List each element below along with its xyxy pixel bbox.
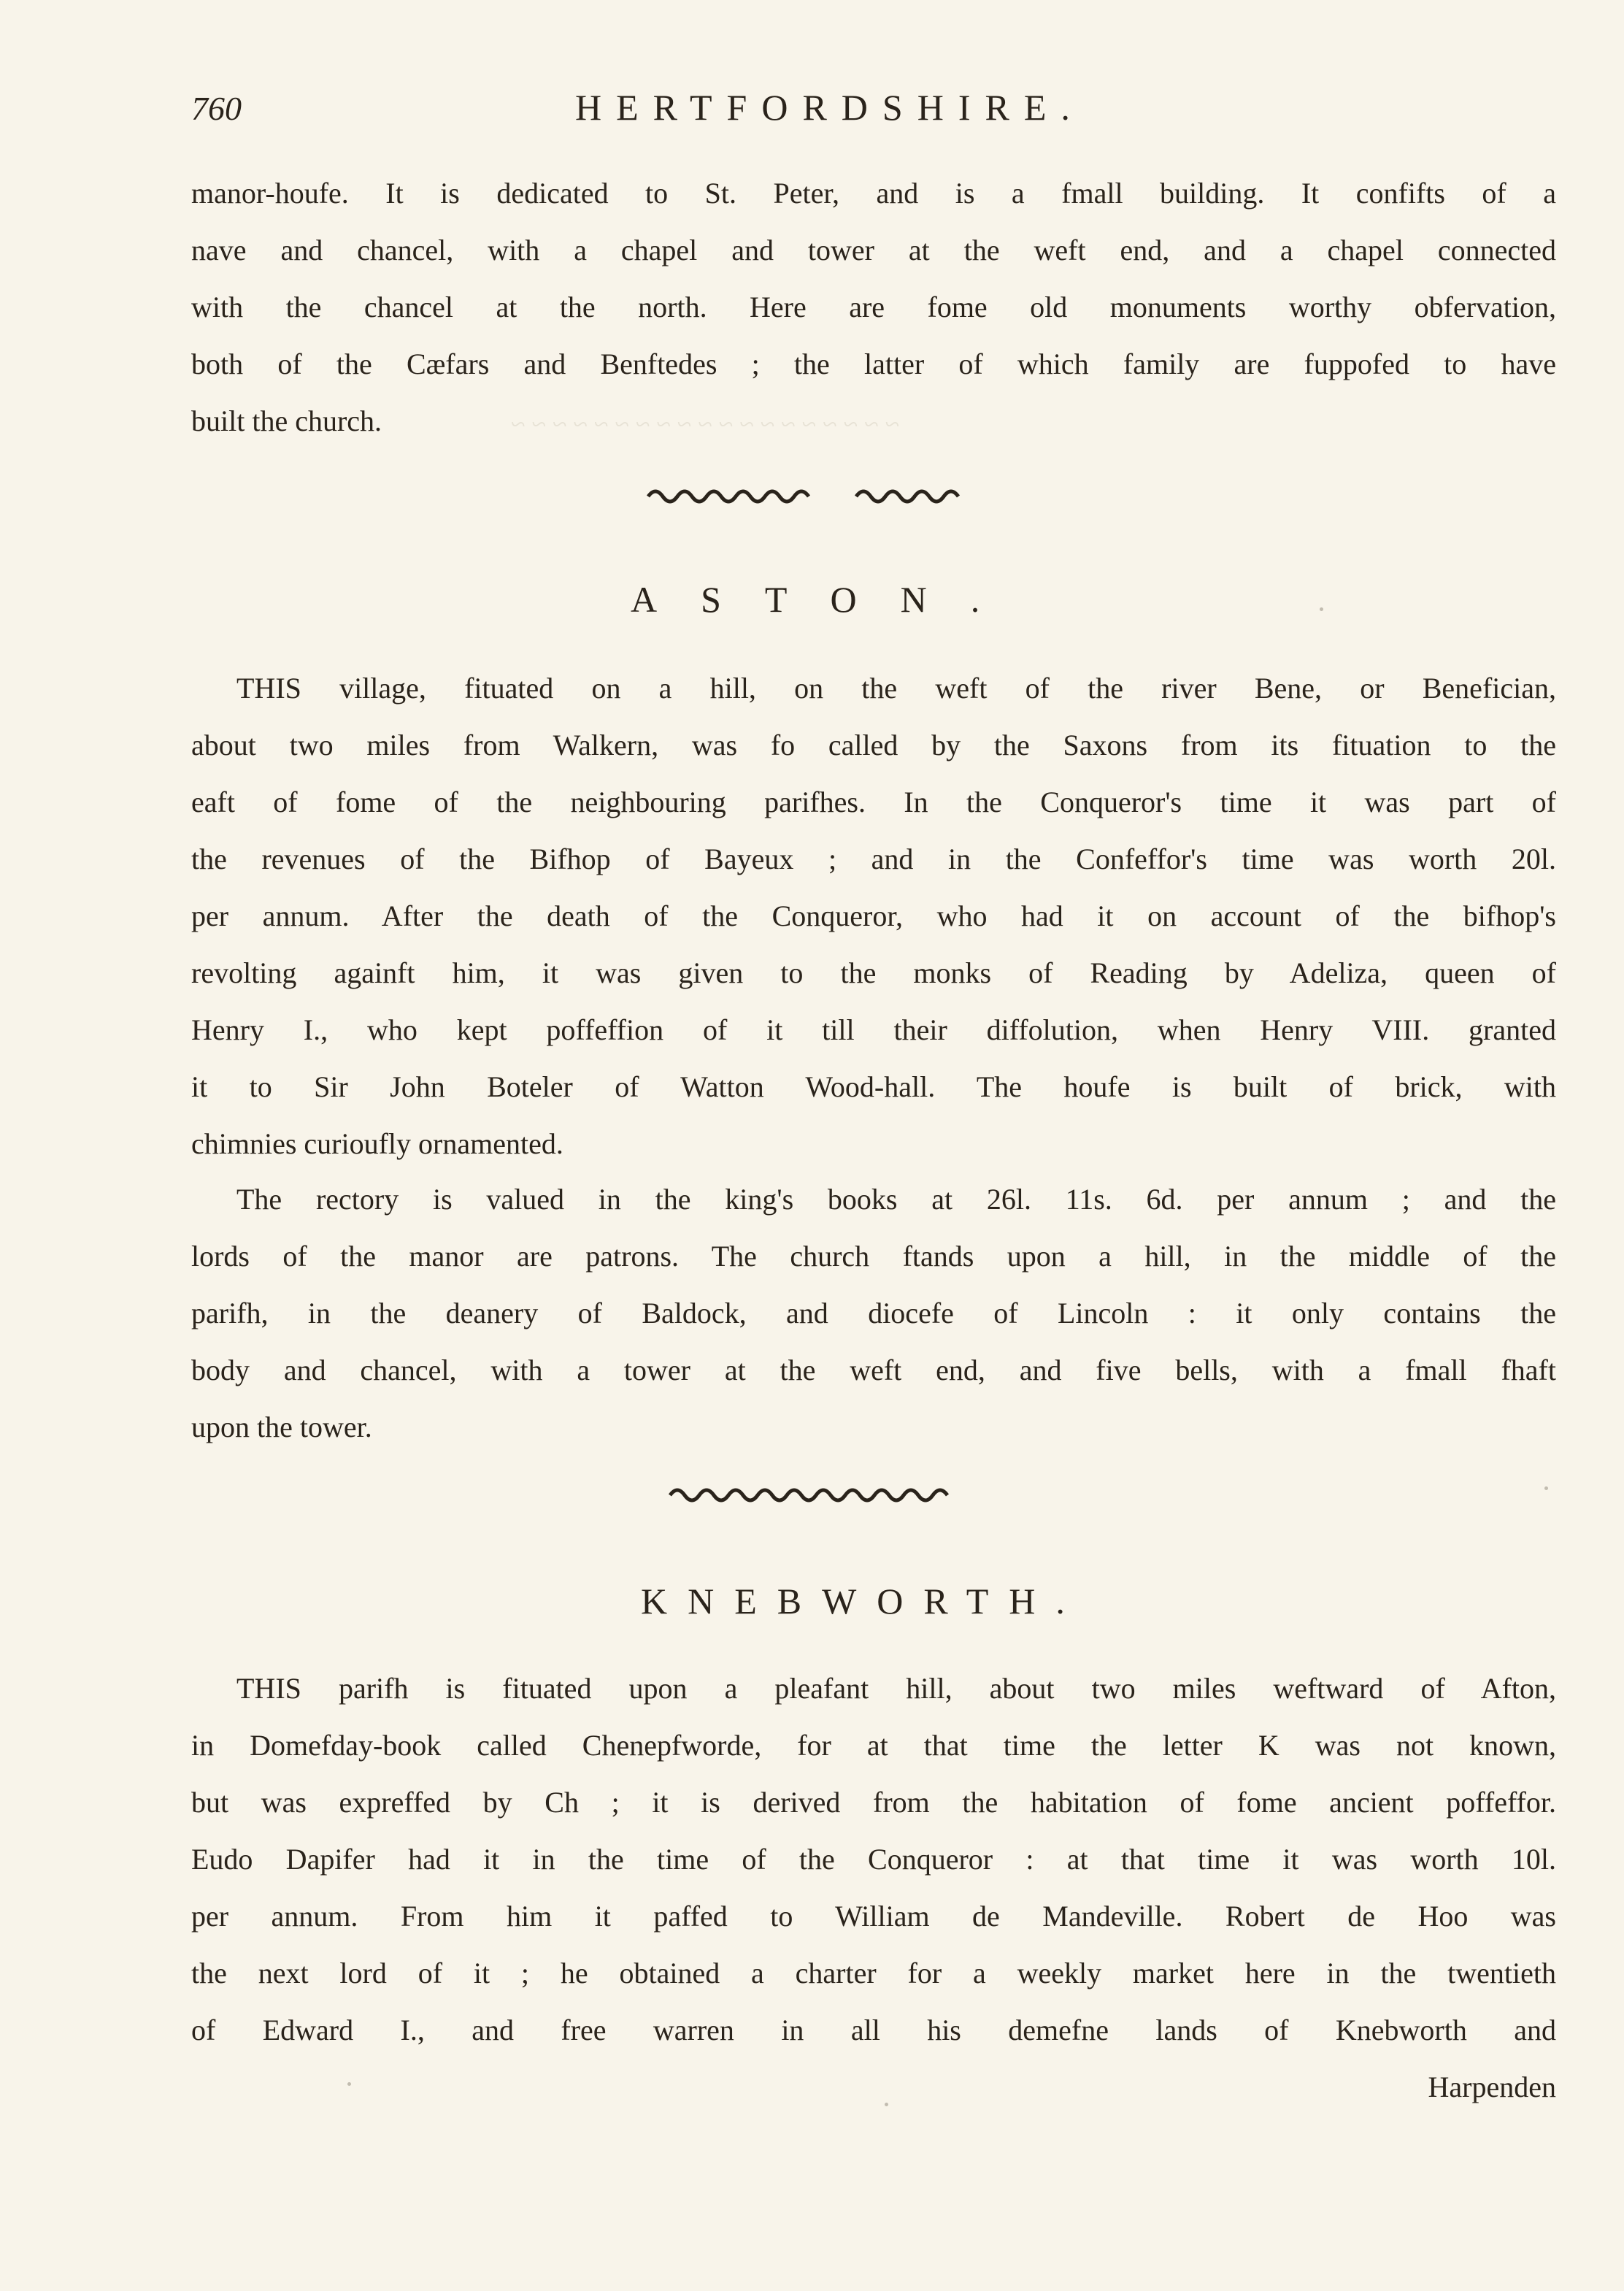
text-line: upon the tower. [191,1411,372,1443]
text-line: with the chancel at the north. Here are fome old monuments worthy obfervation, [191,291,1556,323]
text-line: Eudo Dapifer had it in the time of the Conqueror : at that time it was worth 10l. [191,1843,1556,1876]
text-line: THIS parifh is fituated upon a pleafant hill, about two miles weftward of Afton, [236,1672,1556,1705]
catchword: Harpenden [1428,2071,1556,2103]
text-line: per annum. From him it paffed to William de Mandeville. Robert de Hoo was [191,1900,1556,1933]
text-line: in Domefday-book called Chenepfworde, for at that time the letter K was not known, [191,1729,1556,1762]
text-line: both of the Cæfars and Benftedes ; the latter of which family are fuppofed to have [191,348,1556,380]
text-line: nave and chancel, with a chapel and tower at the weft end, and a chapel connected [191,234,1556,266]
section-title-aston: ASTON. [631,579,1024,620]
show-through-text: ~ ~ ~ ~ ~ ~ ~ ~ ~ ~ ~ ~ ~ ~ ~ ~ ~ ~ ~ [511,410,900,439]
text-line: the next lord of it ; he obtained a charter for a weekly market here in the twentieth [191,1957,1556,1989]
knebworth-paragraph-1 [191,1660,1556,2116]
text-line: Henry I., who kept poffeffion of it till their diffolution, when Henry VIII. granted [191,1013,1556,1046]
text-line: per annum. After the death of the Conqueror, who had it on account of the bifhop's [191,899,1556,932]
aston-paragraph-2 [191,1171,1556,1456]
section-title-knebworth: KNEBWORTH. [641,1581,1085,1622]
paper-speck [1320,607,1323,611]
text-line: The rectory is valued in the king's books at 26l. 11s. 6d. per annum ; and the [236,1183,1556,1216]
section-ornament [0,1481,1624,1506]
running-head [191,86,1528,137]
running-title: HERTFORDSHIRE. [575,87,1085,128]
text-line: it to Sir John Boteler of Watton Wood-hall. The houfe is built of brick, with [191,1070,1556,1103]
text-line: about two miles from Walkern, was fo called by the Saxons from its fituation to the [191,729,1556,761]
paper-speck [1544,1486,1548,1490]
page-number: 760 [191,90,242,127]
text-line: but was expreffed by Ch ; it is derived from the habitation of fome ancient poffeffor. [191,1786,1556,1819]
aston-paragraph-1 [191,660,1556,1173]
text-line: manor-houfe. It is dedicated to St. Peter, and is a fmall building. It confifts of a [191,177,1556,210]
section-ornament [0,482,1624,507]
text-line: built the church. [191,404,382,437]
text-line: the revenues of the Bifhop of Bayeux ; and in the Confeffor's time was worth 20l. [191,843,1556,875]
intro-paragraph [191,165,1556,450]
text-line: lords of the manor are patrons. The church ftands upon a hill, in the middle of the [191,1240,1556,1273]
text-line: revolting againft him, it was given to the monks of Reading by Adeliza, queen of [191,956,1556,989]
text-line: parifh, in the deanery of Baldock, and diocefe of Lincoln : it only contains the [191,1297,1556,1329]
text-line: eaft of fome of the neighbouring parifhes. In the Conqueror's time it was part of [191,786,1556,818]
ornament-rule-icon [666,1481,958,1503]
text-line: THIS village, fituated on a hill, on the weft of the river Bene, or Benefician, [236,672,1556,705]
text-line: of Edward I., and free warren in all his demefne lands of Knebworth and [191,2014,1556,2046]
text-line: body and chancel, with a tower at the weft end, and five bells, with a fmall fhaft [191,1354,1556,1386]
text-line: chimnies curioufly ornamented. [191,1127,563,1160]
ornament-rule-icon [644,482,980,504]
paper-speck [347,2082,351,2086]
paper-speck [885,2103,888,2106]
